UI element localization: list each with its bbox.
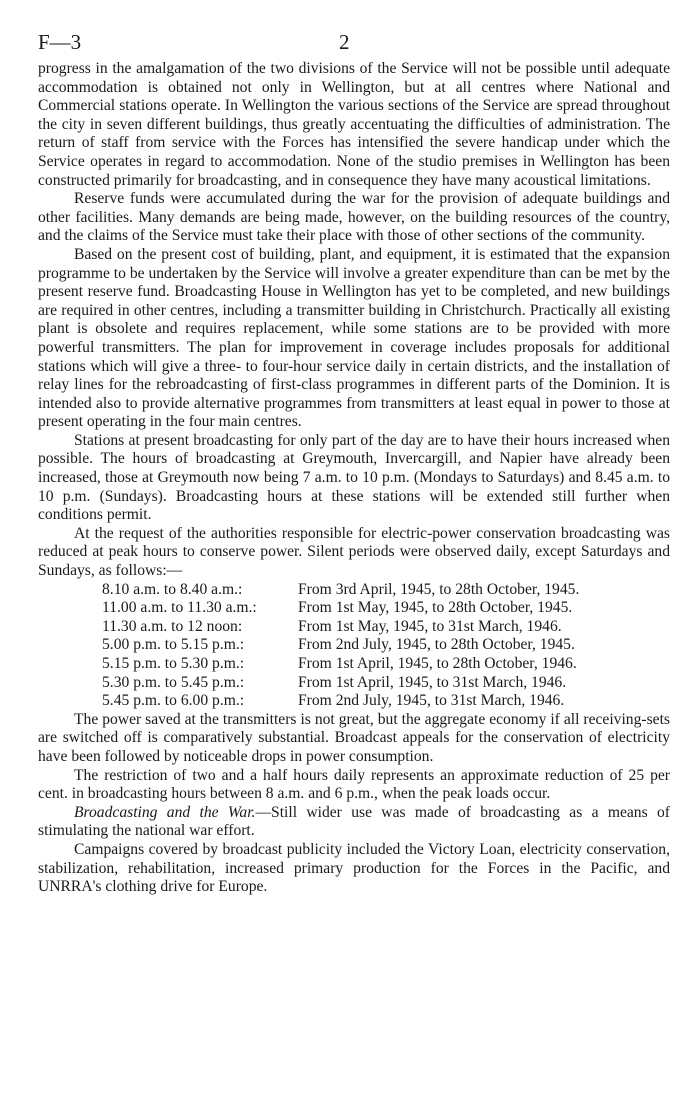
paragraph-broadcasting-war (38, 804, 670, 841)
silent-period-item (102, 636, 670, 655)
silent-period-dates: From 3rd April, 1945, to 28th October, 1945. (298, 580, 580, 598)
silent-period-time: 5.45 p.m. to 6.00 p.m.: (102, 692, 245, 710)
silent-period-dates: From 1st May, 1945, to 31st March, 1946. (298, 617, 562, 635)
silent-period-dates: From 2nd July, 1945, to 31st March, 1946. (298, 692, 565, 710)
document-code: F—3 (38, 30, 82, 54)
silent-period-dates: From 1st May, 1945, to 28th October, 1945. (298, 599, 573, 617)
silent-period-item (102, 581, 670, 600)
silent-period-time: 8.10 a.m. to 8.40 a.m.: (102, 580, 243, 598)
silent-period-dates: From 1st April, 1945, to 28th October, 1946. (298, 655, 577, 672)
silent-period-time: 11.00 a.m. to 11.30 a.m.: (102, 599, 257, 617)
silent-period-time: 11.30 a.m. to 12 noon: (102, 617, 243, 635)
silent-period-item (102, 674, 670, 693)
silent-period-time: 5.30 p.m. to 5.45 p.m.: (102, 673, 245, 691)
section-heading-broadcasting-war: Broadcasting and the War. (74, 803, 256, 821)
silent-period-dates: From 2nd July, 1945, to 28th October, 1945. (298, 636, 575, 654)
paragraph-station-hours: Stations at present broadcasting for only part of the day are to have their hours increased when possible. The hours of broadcasting at Greymouth, Invercargill, and Napier have already been increased, those at Greymouth now being 7 a.m. to 10 p.m. (Mondays to Saturdays) and 8.45 a.m. to 10 p.m. (Sundays). Broadcasting hours at these stations will be extended still further when conditions permit. (38, 431, 670, 524)
paragraph-power-saved: The power saved at the transmitters is not great, but the aggregate economy if all receiving-sets are switched off is comparatively substantial. Broadcast appeals for the conservation of electricity have been followed by noticeable drops in power consumption. (38, 710, 670, 765)
silent-periods-list (38, 581, 670, 711)
silent-period-time: 5.00 p.m. to 5.15 p.m.: (102, 636, 245, 654)
paragraph-expansion-programme: Based on the present cost of building, plant, and equipment, it is estimated that the expansion programme to be undertaken by the Service will involve a greater expenditure than can be met by the present reserve fund. Broadcasting House in Wellington has yet to be completed, and new buildings are required in other centres, including a transmitter building in Christchurch. Practically all existing plant is obsolete and requires replacement, while some stations are to be provided with more powerful transmitters. The plan for improvement in coverage includes proposals for additional stations which will give a three- to four-hour service daily in certain districts, and the installation of relay lines for the rebroadcasting of first-class programmes in different parts of the Dominion. It is intended also to provide alternative programmes from transmitters at least equal in power to those at present operating in the four main centres. (38, 245, 670, 431)
silent-period-item (102, 599, 670, 618)
silent-period-time: 5.15 p.m. to 5.30 p.m.: (102, 655, 245, 672)
paragraph-reserve-funds: Reserve funds were accumulated during the war for the provision of adequate buildings and other facilities. Many demands are being made, however, on the building resources of the country, and the claims of the Service must take their place with those of other sections of the community. (38, 190, 670, 245)
silent-period-dates: From 1st April, 1945, to 31st March, 1946. (298, 673, 567, 691)
silent-period-item (102, 692, 670, 711)
paragraph-hours-reduction: The restriction of two and a half hours daily represents an approximate reduction of 25 per cent. in broadcasting hours between 8 a.m. and 6 p.m., when the peak loads occur. (38, 766, 670, 803)
silent-period-item (102, 655, 670, 674)
page-header (38, 30, 670, 60)
paragraph-power-conservation: At the request of the authorities responsible for electric-power conservation broadcasting was reduced at peak hours to conserve power. Silent periods were observed daily, except Saturdays and Sundays, as follows:— (38, 524, 670, 580)
silent-period-item (102, 618, 670, 637)
page-number: 2 (339, 30, 350, 54)
section-text-broadcasting-war: —Still wider use was made of broadcasting as a means of stimulating the national war effort. (38, 803, 670, 840)
body-text (38, 60, 670, 897)
paragraph-accommodation: progress in the amalgamation of the two divisions of the Service will not be possible until adequate accommodation is obtained not only in Wellington, but at all centres where National and Commercial stations operate. In Wellington the various sections of the Service are spread throughout the city in seven different buildings, thus greatly accentuating the difficulties of administration. The return of staff from service with the Forces has intensified the severe handicap under which the Service operates in regard to accommodation. None of the studio premises in Wellington has been constructed primarily for broadcasting, and in consequence they have many acoustical limitations. (38, 60, 670, 189)
document-page (38, 30, 670, 897)
paragraph-campaigns: Campaigns covered by broadcast publicity included the Victory Loan, electricity conservation, stabilization, rehabilitation, increased primary production for the Forces in the Pacific, and UNRRA's clothing drive for Europe. (38, 840, 670, 896)
